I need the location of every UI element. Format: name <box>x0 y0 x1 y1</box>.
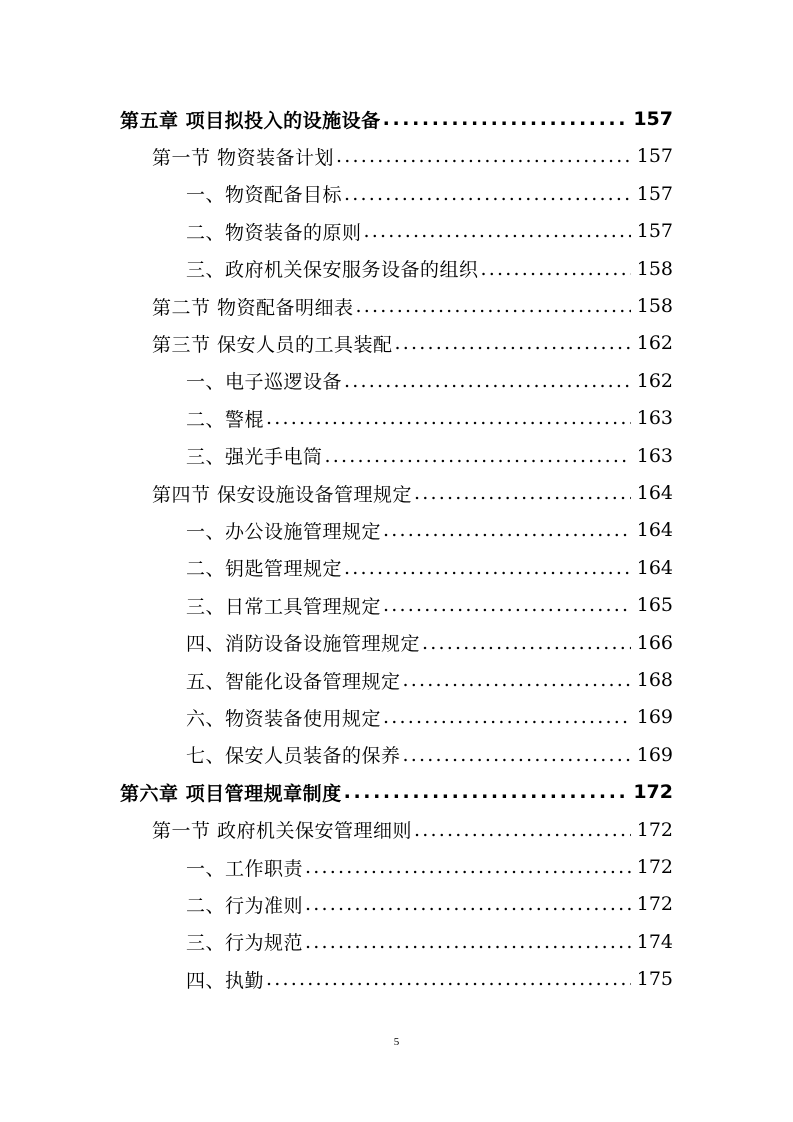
toc-entry-page: 168 <box>636 669 673 691</box>
toc-leader-dots <box>401 744 631 766</box>
toc-section-entry <box>152 141 673 171</box>
toc-entry-page: 164 <box>636 482 673 504</box>
toc-leader-dots <box>381 519 631 541</box>
toc-entry-page: 158 <box>636 257 673 280</box>
toc-entry-page: 158 <box>636 295 673 317</box>
toc-entry-title: 二、行为准则 <box>186 894 304 917</box>
toc-item-entry <box>186 665 673 695</box>
toc-section-entry <box>152 328 673 358</box>
toc-item-entry <box>186 179 673 209</box>
toc-leader-dots <box>401 669 631 691</box>
toc-chapter-entry <box>120 104 673 134</box>
toc-entry-page: 164 <box>636 556 673 579</box>
toc-item-entry <box>186 403 673 433</box>
toc-item-entry <box>186 740 673 770</box>
page-number: 5 <box>393 1036 400 1048</box>
toc-entry-page: 163 <box>636 444 673 467</box>
toc-item-entry <box>186 889 673 919</box>
toc-section-entry <box>152 291 673 321</box>
toc-leader-dots <box>393 332 631 354</box>
toc-leader-dots <box>303 893 631 915</box>
toc-item-entry <box>186 628 673 658</box>
toc-entry-title: 第五章 项目拟投入的设施设备 <box>120 109 381 132</box>
toc-entry-page: 157 <box>636 220 673 243</box>
toc-entry-page: 157 <box>633 108 673 130</box>
toc-item-entry <box>186 366 673 396</box>
toc-item-entry <box>186 441 673 471</box>
toc-entry-title: 第一节 政府机关保安管理细则 <box>152 820 413 843</box>
toc-entry-page: 162 <box>636 369 673 392</box>
toc-entry-title: 三、日常工具管理规定 <box>186 595 382 618</box>
toc-leader-dots <box>412 482 631 504</box>
toc-entry-title: 第三节 保安人员的工具装配 <box>152 333 393 356</box>
toc-entry-title: 一、办公设施管理规定 <box>186 520 382 543</box>
toc-entry-page: 157 <box>636 182 673 205</box>
toc-section-entry <box>152 815 673 845</box>
toc-entry-page: 172 <box>636 818 673 841</box>
toc-section-entry <box>152 478 673 508</box>
toc-entry-page: 163 <box>636 407 673 430</box>
toc-entry-title: 第一节 物资装备计划 <box>152 146 335 169</box>
toc-entry-page: 172 <box>636 893 673 916</box>
toc-entry-title: 四、消防设备设施管理规定 <box>186 633 421 656</box>
toc-chapter-entry <box>120 777 673 807</box>
toc-leader-dots <box>264 968 631 990</box>
toc-entry-page: 165 <box>636 594 673 617</box>
toc-leader-dots <box>264 407 631 429</box>
toc-item-entry <box>186 964 673 994</box>
toc-entry-page: 174 <box>636 930 673 953</box>
toc-leader-dots <box>420 632 631 654</box>
toc-entry-page: 172 <box>633 781 673 804</box>
toc-leader-dots <box>479 258 631 280</box>
toc-entry-page: 164 <box>636 519 673 542</box>
toc-item-entry <box>186 553 673 583</box>
toc-entry-title: 一、电子巡逻设备 <box>186 371 343 394</box>
toc-item-entry <box>186 702 673 732</box>
toc-leader-dots <box>362 220 631 242</box>
toc-entry-title: 第六章 项目管理规章制度 <box>120 782 342 805</box>
toc-leader-dots <box>381 594 631 616</box>
toc-item-entry <box>186 515 673 545</box>
toc-entry-title: 二、物资装备的原则 <box>186 221 362 244</box>
toc-item-entry <box>186 590 673 620</box>
toc-entry-title: 三、强光手电筒 <box>186 446 323 469</box>
toc-entry-page: 157 <box>636 145 673 168</box>
toc-entry-page: 169 <box>636 706 673 729</box>
toc-leader-dots <box>303 931 631 953</box>
toc-item-entry <box>186 927 673 957</box>
toc-item-entry <box>186 852 673 882</box>
toc-entry-title: 一、工作职责 <box>186 857 304 880</box>
toc-leader-dots <box>303 856 631 878</box>
toc-leader-dots <box>412 819 631 841</box>
toc-entry-title: 七、保安人员装备的保养 <box>186 745 401 768</box>
toc-entry-title: 三、政府机关保安服务设备的组织 <box>186 259 479 282</box>
toc-leader-dots <box>342 183 631 205</box>
toc-leader-dots <box>342 370 631 392</box>
toc-entry-title: 三、行为规范 <box>186 932 304 955</box>
toc-leader-dots <box>323 445 631 467</box>
toc-entry-page: 172 <box>636 856 673 878</box>
toc-entry-title: 二、钥匙管理规定 <box>186 558 343 581</box>
toc-entry-title: 一、物资配备目标 <box>186 184 343 207</box>
toc-entry-title: 二、警棍 <box>186 408 265 431</box>
toc-item-entry <box>186 254 673 284</box>
toc-leader-dots <box>381 108 628 130</box>
toc-entry-page: 175 <box>636 968 673 991</box>
toc-entry-page: 166 <box>636 631 673 654</box>
toc-item-entry <box>186 216 673 246</box>
toc-entry-title: 五、智能化设备管理规定 <box>186 670 401 693</box>
toc-entry-page: 169 <box>636 743 673 766</box>
toc-leader-dots <box>354 295 631 317</box>
toc-leader-dots <box>342 781 628 803</box>
toc-leader-dots <box>342 557 631 579</box>
toc-entry-title: 六、物资装备使用规定 <box>186 707 382 730</box>
toc-entry-title: 第四节 保安设施设备管理规定 <box>152 483 413 506</box>
toc-leader-dots <box>334 145 631 167</box>
toc-entry-title: 四、执勤 <box>186 969 265 992</box>
toc-leader-dots <box>381 706 631 728</box>
toc-entry-page: 162 <box>636 332 673 355</box>
toc-entry-title: 第二节 物资配备明细表 <box>152 296 354 319</box>
